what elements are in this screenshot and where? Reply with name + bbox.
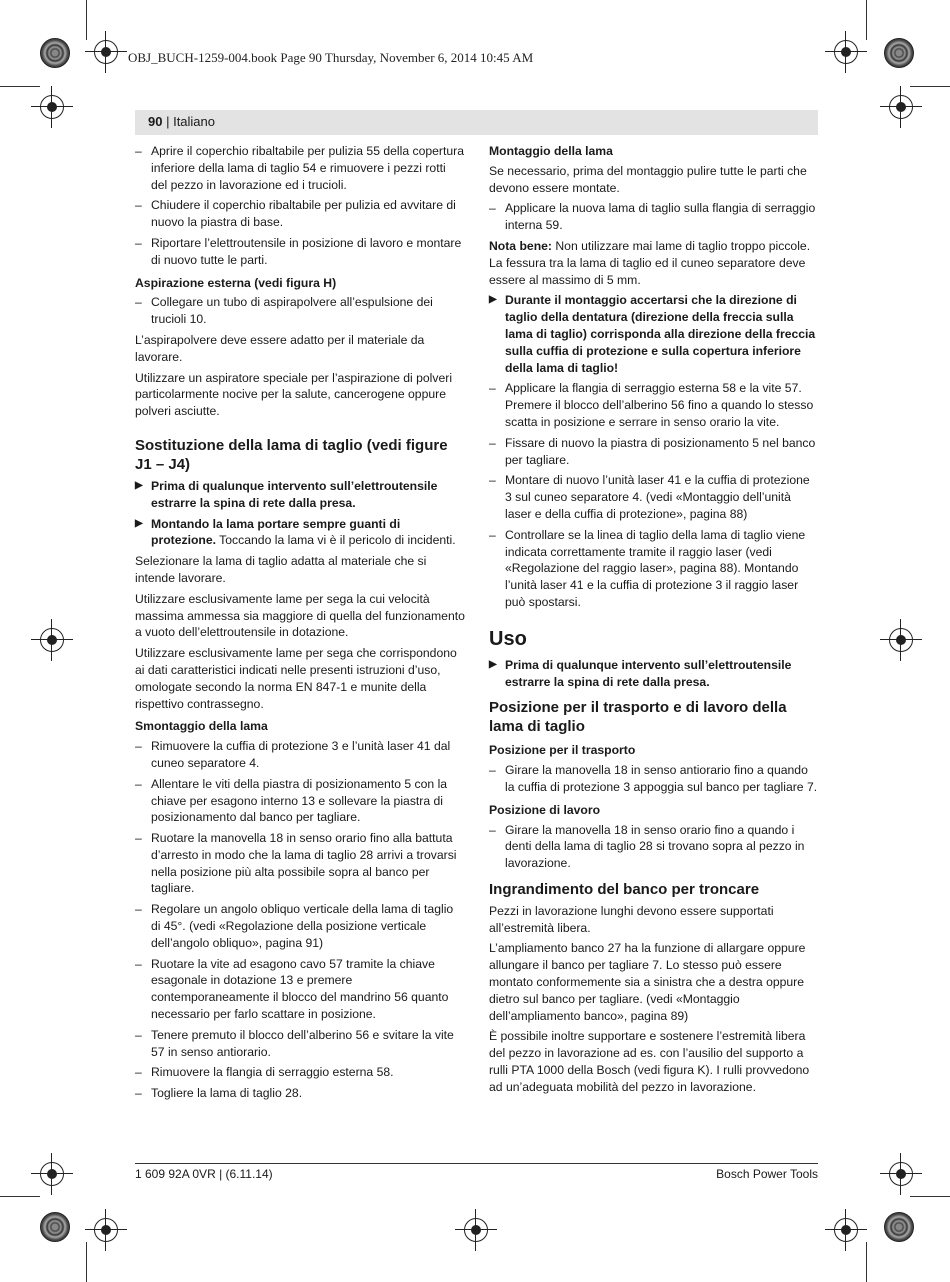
list-item: – Chiudere il coperchio ribaltabile per pulizia ed avvitare di nuovo la piastra di base.	[135, 197, 465, 231]
registration-mark-icon	[40, 628, 64, 652]
section-heading: Uso	[489, 627, 527, 650]
warning-bold: Montando la lama portare sempre guanti di protezione.	[151, 516, 401, 548]
header-separator: |	[162, 114, 174, 129]
footer-rule	[135, 1163, 818, 1164]
crop-mark	[0, 86, 40, 87]
subheading: Aspirazione esterna (vedi figura H)	[135, 275, 337, 290]
registration-mark-icon	[834, 1218, 858, 1242]
section-heading: Ingrandimento del banco per troncare	[489, 880, 760, 898]
color-target-icon	[884, 38, 914, 68]
list-item: – Regolare un angolo obliquo verticale della lama di taglio di 45°. (vedi «Regolazione della posizione verticale dell’angolo obliquo», pagina 91)	[135, 901, 465, 951]
paragraph: L’aspirapolvere deve essere adatto per il materiale da lavorare.	[135, 332, 425, 364]
registration-mark-icon	[889, 1162, 913, 1186]
warning-normal: Toccando la lama vi è il pericolo di incidenti.	[216, 533, 456, 548]
list-item: – Collegare un tubo di aspirapolvere all’espulsione dei trucioli 10.	[135, 294, 465, 328]
color-target-icon	[40, 1212, 70, 1242]
paragraph: Utilizzare esclusivamente lame per sega la cui velocità massima ammessa sia maggiore di quella del funzionamento a vuoto dell’elettroutensile in dotazione.	[135, 591, 465, 640]
paragraph: Utilizzare un aspiratore speciale per l’aspirazione di polveri particolarmente nocive per la salute, cancerogene oppure polveri asciutte.	[135, 370, 453, 419]
note-paragraph	[489, 238, 819, 288]
print-slug: OBJ_BUCH-1259-004.book Page 90 Thursday, November 6, 2014 10:45 AM	[128, 50, 534, 65]
registration-mark-icon	[464, 1218, 488, 1242]
subheading: Smontaggio della lama	[135, 719, 268, 734]
list-item: – Girare la manovella 18 in senso orario fino a quando i denti della lama di taglio 28 si trovano sopra al pezzo in lavorazione.	[489, 822, 819, 872]
registration-mark-icon	[40, 95, 64, 119]
paragraph: Utilizzare esclusivamente lame per sega che corrispondono ai dati caratteristici indicati nelle presenti istruzioni d’uso, omologate secondo la norma EN 847-1 e munite della rispettivo contrassegno.	[135, 646, 457, 711]
subheading: Posizione per il trasporto	[489, 743, 636, 758]
list-item: – Applicare la flangia di serraggio esterna 58 e la vite 57. Premere il blocco dell’alberino 56 fino a quando lo stesso scatta in posizione e serrare in senso orario la vite.	[489, 380, 819, 430]
section-heading: Posizione per il trasporto e di lavoro della lama di taglio	[489, 699, 787, 736]
crop-mark	[86, 0, 87, 40]
registration-mark-icon	[40, 1162, 64, 1186]
list-item: – Controllare se la linea di taglio della lama di taglio viene indicata correttamente tramite il raggio laser (vedi «Regolazione del raggio laser», pagina 88). Montando l’unità laser 41 e la cuffia di protezione 3 il raggio laser può spostarsi.	[489, 527, 819, 611]
list-item: – Fissare di nuovo la piastra di posizionamento 5 nel banco per tagliare.	[489, 435, 819, 469]
paragraph: Pezzi in lavorazione lunghi devono essere supportati all’estremità libera.	[489, 903, 774, 935]
crop-mark	[0, 1196, 40, 1197]
crop-mark	[910, 86, 950, 87]
subheading: Montaggio della lama	[489, 144, 613, 158]
header-bar	[135, 110, 818, 135]
registration-mark-icon	[889, 95, 913, 119]
warning-item: ▶ Durante il montaggio accertarsi che la direzione di taglio della dentatura (direzione della freccia sulla lama di taglio) corrisponda alla direzione della freccia sulla cuffia di protezione e sulla copertura inferiore della lama di taglio!	[489, 292, 819, 376]
warning-item	[135, 516, 465, 550]
list-item: – Riportare l’elettroutensile in posizione di lavoro e montare di nuovo tutte le parti.	[135, 235, 465, 269]
note-label: Nota bene:	[489, 238, 552, 253]
left-column	[135, 143, 465, 1106]
crop-mark	[910, 1196, 950, 1197]
registration-mark-icon	[889, 628, 913, 652]
paragraph: Se necessario, prima del montaggio pulire tutte le parti che devono essere montate.	[489, 163, 807, 195]
paragraph: Selezionare la lama di taglio adatta al materiale che si intende lavorare.	[135, 554, 427, 585]
section-heading: Sostituzione della lama di taglio (vedi figure J1 – J4)	[135, 436, 448, 473]
list-item: – Allentare le viti della piastra di posizionamento 5 con la chiave per esagono interno 13 e sollevare la piastra di posizionamento dal banco per tagliare.	[135, 776, 465, 826]
list-item: – Rimuovere la cuffia di protezione 3 e l’unità laser 41 dal cuneo separatore 4.	[135, 738, 465, 772]
registration-mark-icon	[834, 40, 858, 64]
list-item: – Rimuovere la flangia di serraggio esterna 58.	[135, 1064, 465, 1081]
crop-mark	[86, 1242, 87, 1282]
list-item: – Girare la manovella 18 in senso antiorario fino a quando la cuffia di protezione 3 appoggia sul banco per tagliare 7.	[489, 762, 819, 796]
page-header	[148, 114, 215, 129]
color-target-icon	[40, 38, 70, 68]
note-text: Non utilizzare mai lame di taglio troppo piccole. La fessura tra la lama di taglio ed il cuneo separatore deve essere al massimo di 5 mm.	[489, 238, 811, 287]
list-item: – Togliere la lama di taglio 28.	[135, 1085, 465, 1102]
warning-item: ▶ Prima di qualunque intervento sull’elettroutensile estrarre la spina di rete dalla presa.	[135, 478, 465, 512]
paragraph: È possibile inoltre supportare e sostenere l’estremità libera del pezzo in lavorazione ad es. con l’ausilio del supporto a rulli PTA 1000 della Bosch (vedi figura K). I rulli provvedono ad un’adeguata mobilità del pezzo in lavorazione.	[489, 1029, 810, 1094]
language-label: Italiano	[173, 114, 215, 129]
registration-mark-icon	[94, 40, 118, 64]
subheading: Posizione di lavoro	[489, 802, 601, 817]
paragraph: L’ampliamento banco 27 ha la funzione di allargare oppure allungare il banco per tagliare 7. Lo stesso può essere montato conformemente sia a sinistra che a destra oppure dietro sul banco per tagliare. (vedi «Montaggio dell’ampliamento banco», pagina 89)	[489, 941, 806, 1023]
list-item: – Ruotare la manovella 18 in senso orario fino alla battuta d’arresto in modo che la lama di taglio 28 arrivi a trovarsi nella posizione più alta possibile sopra al banco per tagliare.	[135, 830, 465, 897]
color-target-icon	[884, 1212, 914, 1242]
warning-item: ▶ Prima di qualunque intervento sull’elettroutensile estrarre la spina di rete dalla presa.	[489, 657, 819, 691]
registration-mark-icon	[94, 1218, 118, 1242]
right-column	[489, 143, 819, 1100]
crop-mark	[866, 1242, 867, 1282]
list-item: – Applicare la nuova lama di taglio sulla flangia di serraggio interna 59.	[489, 200, 819, 234]
crop-mark	[866, 0, 867, 40]
list-item: – Tenere premuto il blocco dell’alberino 56 e svitare la vite 57 in senso antiorario.	[135, 1027, 465, 1061]
list-item: – Ruotare la vite ad esagono cavo 57 tramite la chiave esagonale in dotazione 13 e premere contemporaneamente il blocco del mandrino 56 quanto necessario per farlo scattare in posizione.	[135, 956, 465, 1023]
footer-brand: Bosch Power Tools	[716, 1167, 818, 1181]
list-item: – Aprire il coperchio ribaltabile per pulizia 55 della copertura inferiore della lama di taglio 54 e rimuovere i pezzi rotti del pezzo in lavorazione ed i trucioli.	[135, 143, 465, 193]
page-number: 90	[148, 114, 163, 129]
footer-code: 1 609 92A 0VR | (6.11.14)	[135, 1167, 273, 1181]
list-item: – Montare di nuovo l’unità laser 41 e la cuffia di protezione 3 sul cuneo separatore 4. (vedi «Montaggio dell’unità laser e della cuffia di protezione», pagina 88)	[489, 472, 819, 522]
